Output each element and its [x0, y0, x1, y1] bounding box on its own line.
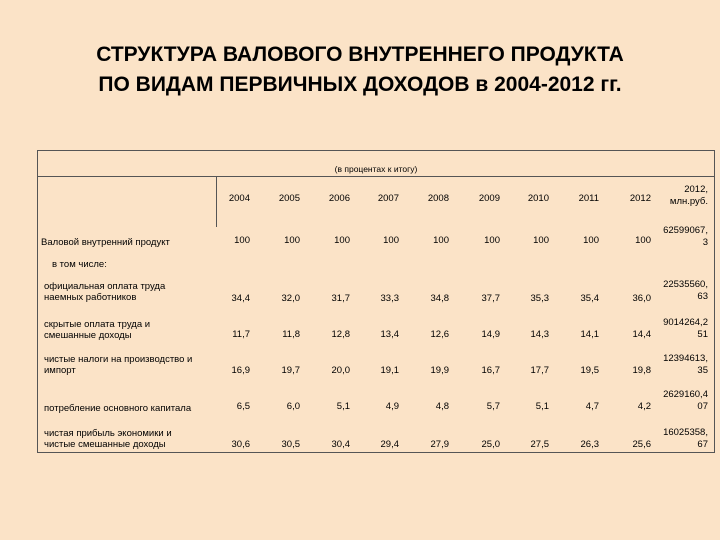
- table-cell: 11,8: [282, 329, 300, 340]
- row-label: [41, 237, 170, 248]
- table-cell: 5,7: [486, 401, 500, 412]
- table-cell: 4,2: [637, 401, 651, 412]
- table-cell: 33,3: [380, 293, 399, 304]
- table-cell: 34,4: [231, 293, 250, 304]
- million-rub-cell: [648, 317, 708, 341]
- gdp-structure-table: [37, 150, 715, 453]
- million-rub-line: 12394613,: [663, 353, 708, 364]
- row-label-line: Валовой внутренний продукт: [41, 237, 170, 248]
- row-label: [44, 319, 150, 341]
- table-cell: 17,7: [530, 365, 549, 376]
- year-header: 2007: [377, 193, 399, 204]
- table-cell: 100: [583, 235, 599, 246]
- table-cell: 100: [433, 235, 449, 246]
- row-label-line: наемных работников: [44, 292, 137, 303]
- million-rub-line: 67: [697, 439, 708, 450]
- caption-divider: [38, 176, 714, 177]
- header-line: млн.руб.: [669, 196, 708, 207]
- row-label-line: чистые налоги на производство и: [44, 354, 193, 365]
- table-cell: 31,7: [331, 293, 350, 304]
- table-cell: 100: [533, 235, 549, 246]
- table-cell: 34,8: [430, 293, 449, 304]
- million-rub-cell: [648, 279, 708, 303]
- table-caption: (в процентах к итогу): [334, 164, 418, 174]
- row-label-line: потребление основного капитала: [44, 403, 192, 414]
- year-header: 2010: [527, 193, 549, 204]
- table-cell: 16,9: [231, 365, 250, 376]
- last-column-header: [648, 184, 708, 208]
- million-rub-line: 63: [697, 291, 708, 302]
- row-label-line: импорт: [44, 365, 76, 376]
- row-label-line: в том числе:: [52, 259, 107, 270]
- million-rub-line: 3: [702, 237, 708, 248]
- table-cell: 6,0: [286, 401, 300, 412]
- table-cell: 27,9: [430, 439, 449, 450]
- year-header: 2012: [629, 193, 651, 204]
- table-cell: 14,9: [481, 329, 500, 340]
- table-cell: 100: [635, 235, 651, 246]
- table-cell: 19,7: [281, 365, 300, 376]
- table-cell: 5,1: [535, 401, 549, 412]
- million-rub-line: 35: [697, 365, 708, 376]
- table-cell: 6,5: [236, 401, 250, 412]
- million-rub-line: 16025358,: [663, 427, 708, 438]
- table-cell: 29,4: [380, 439, 399, 450]
- row-label: [52, 259, 107, 270]
- table-cell: 37,7: [481, 293, 500, 304]
- million-rub-cell: [648, 353, 708, 377]
- table-cell: 19,1: [380, 365, 399, 376]
- row-label-line: скрытые оплата труда и: [44, 319, 151, 330]
- table-cell: 11,7: [232, 329, 250, 340]
- table-cell: 14,4: [632, 329, 651, 340]
- table-cell: 14,3: [530, 329, 549, 340]
- table-cell: 30,6: [231, 439, 250, 450]
- header-line: 2012,: [684, 184, 708, 195]
- table-cell: 35,3: [530, 293, 549, 304]
- table-cell: 12,8: [331, 329, 350, 340]
- table-cell: 25,6: [632, 439, 651, 450]
- million-rub-line: 62599067,: [663, 225, 708, 236]
- table-cell: 100: [334, 235, 350, 246]
- million-rub-cell: [648, 427, 708, 451]
- million-rub-line: 51: [697, 329, 708, 340]
- table-cell: 30,5: [281, 439, 300, 450]
- million-rub-line: 22535560,: [663, 279, 708, 290]
- table-cell: 100: [234, 235, 250, 246]
- title-line-1: СТРУКТУРА ВАЛОВОГО ВНУТРЕННЕГО ПРОДУКТА: [96, 43, 624, 66]
- table-cell: 27,5: [530, 439, 549, 450]
- row-label-line: смешанные доходы: [44, 330, 132, 341]
- year-header: 2004: [228, 193, 250, 204]
- table-cell: 5,1: [336, 401, 350, 412]
- table-cell: 26,3: [580, 439, 599, 450]
- year-header: 2005: [278, 193, 300, 204]
- table-cell: 35,4: [580, 293, 599, 304]
- table-cell: 4,7: [585, 401, 599, 412]
- row-label: [44, 428, 172, 450]
- table-cell: 32,0: [281, 293, 300, 304]
- table-cell: 100: [484, 235, 500, 246]
- table-cell: 19,9: [430, 365, 449, 376]
- row-label-line: чистые смешанные доходы: [44, 439, 166, 450]
- table-cell: 4,8: [435, 401, 449, 412]
- page-title: [0, 40, 720, 100]
- year-header: 2009: [478, 193, 500, 204]
- table-cell: 12,6: [430, 329, 449, 340]
- million-rub-cell: [648, 225, 708, 249]
- table-cell: 100: [383, 235, 399, 246]
- table-cell: 14,1: [580, 329, 599, 340]
- million-rub-line: 9014264,2: [663, 317, 708, 328]
- year-header: 2008: [427, 193, 449, 204]
- row-label: [44, 403, 191, 414]
- table-cell: 4,9: [385, 401, 399, 412]
- row-label-line: официальная оплата труда: [44, 281, 166, 292]
- table-cell: 25,0: [481, 439, 500, 450]
- table-cell: 30,4: [331, 439, 350, 450]
- table-cell: 19,8: [632, 365, 651, 376]
- year-header: 2006: [328, 193, 350, 204]
- million-rub-line: 07: [697, 401, 708, 412]
- year-header: 2011: [578, 193, 599, 204]
- table-cell: 19,5: [580, 365, 599, 376]
- table-cell: 13,4: [380, 329, 399, 340]
- table-cell: 16,7: [481, 365, 500, 376]
- table-cell: 36,0: [632, 293, 651, 304]
- title-line-2: ПО ВИДАМ ПЕРВИЧНЫХ ДОХОДОВ в 2004-2012 гг.: [98, 73, 622, 96]
- row-label: [44, 281, 165, 303]
- row-label: [44, 354, 192, 376]
- million-rub-cell: [648, 389, 708, 413]
- table-cell: 20,0: [331, 365, 350, 376]
- million-rub-line: 2629160,4: [663, 389, 708, 400]
- table-cell: 100: [284, 235, 300, 246]
- row-label-line: чистая прибыль экономики и: [44, 428, 172, 439]
